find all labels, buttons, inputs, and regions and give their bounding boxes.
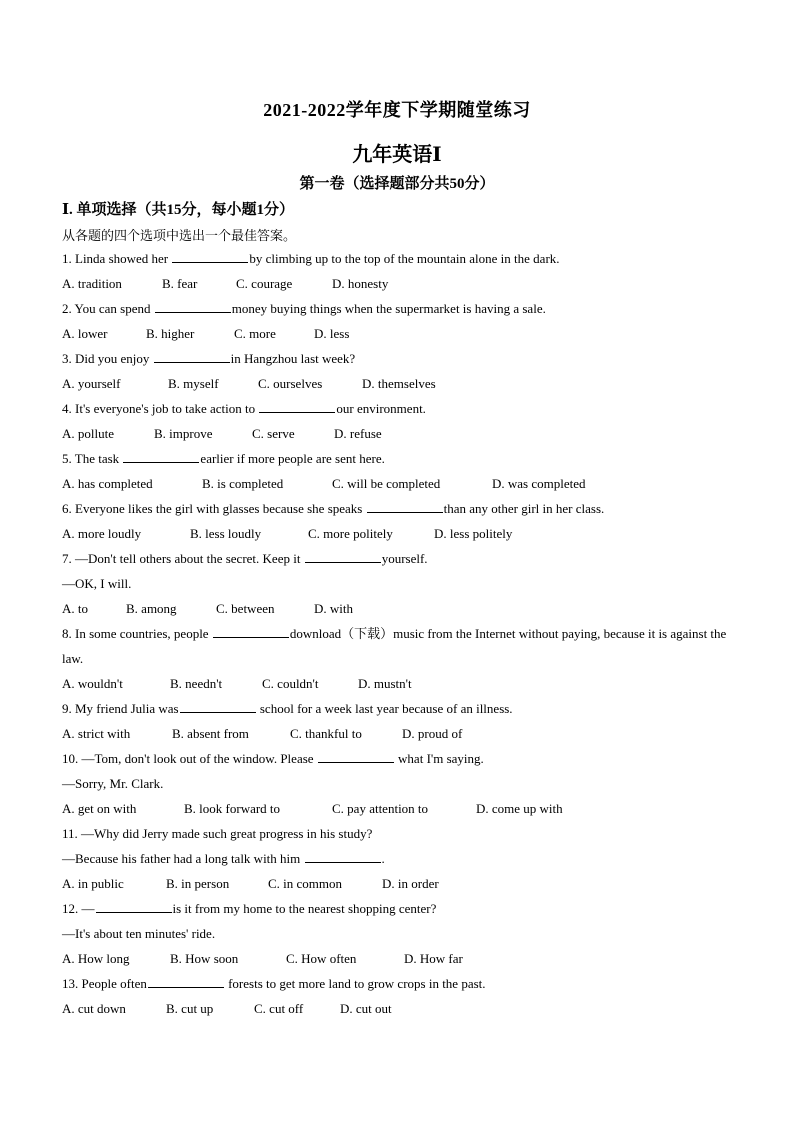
question-list — [62, 246, 734, 1021]
answer-option[interactable]: D. in order — [382, 876, 439, 891]
question-text: 12. — — [62, 901, 95, 916]
dialogue-reply: —Sorry, Mr. Clark. — [62, 776, 164, 791]
question-text: 6. Everyone likes the girl with glasses because she speaks — [62, 501, 366, 516]
question-text: 5. The task — [62, 451, 123, 466]
answer-options — [62, 946, 734, 971]
answer-option[interactable]: C. thankful to — [290, 726, 362, 741]
answer-options — [62, 721, 734, 746]
exam-part: 第一卷（选择题部分共50分） — [299, 176, 495, 192]
answer-blank[interactable] — [305, 548, 381, 563]
question-stem — [62, 546, 734, 571]
question-text: 10. —Tom, don't look out of the window. Please — [62, 751, 317, 766]
answer-options — [62, 321, 734, 346]
section-instruction: 从各题的四个选项中选出一个最佳答案。 — [62, 228, 297, 243]
question-text: 2. You can spend — [62, 301, 154, 316]
answer-option[interactable]: A. strict with — [62, 726, 131, 741]
question-text: . — [381, 851, 385, 866]
answer-option[interactable]: C. How often — [286, 951, 357, 966]
answer-option[interactable]: D. mustn't — [358, 676, 412, 691]
answer-options — [62, 371, 734, 396]
question-stem — [62, 346, 734, 371]
answer-option[interactable]: D. refuse — [334, 426, 382, 441]
question-stem — [62, 896, 734, 921]
question-stem — [62, 971, 734, 996]
answer-option[interactable]: A. to — [62, 601, 88, 616]
question-stem — [62, 396, 734, 421]
answer-option[interactable]: A. How long — [62, 951, 130, 966]
answer-option[interactable]: A. has completed — [62, 476, 153, 491]
answer-option[interactable]: D. with — [314, 601, 353, 616]
answer-options — [62, 671, 734, 696]
answer-option[interactable]: D. honesty — [332, 276, 389, 291]
answer-options — [62, 421, 734, 446]
answer-option[interactable]: A. in public — [62, 876, 124, 891]
answer-option[interactable]: D. less politely — [434, 526, 513, 541]
answer-option[interactable]: D. How far — [404, 951, 463, 966]
answer-option[interactable]: A. yourself — [62, 376, 121, 391]
question-text: 13. People often — [62, 976, 147, 991]
question-text: 7. —Don't tell others about the secret. Keep it — [62, 551, 304, 566]
answer-option[interactable]: B. in person — [166, 876, 230, 891]
answer-option[interactable]: C. cut off — [254, 1001, 304, 1016]
section-heading: Ⅰ. 单项选择（共15分，每小题1分） — [62, 202, 295, 218]
question-text: forests to get more land to grow crops in the past. — [224, 976, 486, 991]
answer-option[interactable]: C. serve — [252, 426, 295, 441]
answer-option[interactable]: A. tradition — [62, 276, 122, 291]
answer-option[interactable]: C. couldn't — [262, 676, 319, 691]
answer-options — [62, 521, 734, 546]
answer-option[interactable]: B. How soon — [170, 951, 239, 966]
question-text: —Because his father had a long talk with him — [62, 851, 304, 866]
question-text: in Hangzhou last week? — [230, 351, 356, 366]
question-stem — [62, 821, 734, 846]
answer-option[interactable]: D. cut out — [340, 1001, 392, 1016]
answer-options — [62, 871, 734, 896]
question-stem — [62, 246, 734, 271]
exam-subject: 九年英语Ⅰ — [352, 144, 442, 166]
answer-option[interactable]: A. wouldn't — [62, 676, 123, 691]
dialogue-reply: —It's about ten minutes' ride. — [62, 926, 216, 941]
answer-blank[interactable] — [154, 348, 230, 363]
question-text: 3. Did you enjoy — [62, 351, 153, 366]
answer-blank[interactable] — [318, 748, 394, 763]
answer-option[interactable]: A. more loudly — [62, 526, 142, 541]
question-text: 4. It's everyone's job to take action to — [62, 401, 259, 416]
answer-option[interactable]: D. was completed — [492, 476, 586, 491]
answer-option[interactable]: B. absent from — [172, 726, 249, 741]
question-text: earlier if more people are sent here. — [200, 451, 385, 466]
question-text: school for a week last year because of an illness. — [256, 701, 513, 716]
answer-option[interactable]: B. needn't — [170, 676, 223, 691]
answer-option[interactable]: B. myself — [168, 376, 219, 391]
answer-option[interactable]: C. more — [234, 326, 276, 341]
exam-title: 2021-2022学年度下学期随堂练习 — [263, 100, 531, 120]
question-stem — [62, 621, 734, 671]
answer-option[interactable]: B. fear — [162, 276, 198, 291]
answer-option[interactable]: B. cut up — [166, 1001, 214, 1016]
answer-option[interactable]: B. look forward to — [184, 801, 281, 816]
question-text: than any other girl in her class. — [443, 501, 605, 516]
answer-option[interactable]: D. less — [314, 326, 350, 341]
answer-blank[interactable] — [180, 698, 256, 713]
question-text: by climbing up to the top of the mountain alone in the dark. — [249, 251, 560, 266]
dialogue-reply — [62, 846, 734, 871]
answer-option[interactable]: B. improve — [154, 426, 213, 441]
answer-options — [62, 796, 734, 821]
answer-option[interactable]: C. in common — [268, 876, 343, 891]
question-stem — [62, 496, 734, 521]
answer-option[interactable]: B. is completed — [202, 476, 284, 491]
answer-option[interactable]: C. between — [216, 601, 275, 616]
question-text: our environment. — [336, 401, 426, 416]
answer-option[interactable]: C. ourselves — [258, 376, 323, 391]
answer-option[interactable]: B. among — [126, 601, 177, 616]
answer-option[interactable]: D. proud of — [402, 726, 463, 741]
answer-blank[interactable] — [259, 398, 335, 413]
dialogue-reply: —OK, I will. — [62, 576, 132, 591]
answer-blank[interactable] — [305, 848, 381, 863]
answer-option[interactable]: A. cut down — [62, 1001, 126, 1016]
answer-blank[interactable] — [155, 298, 231, 313]
answer-options — [62, 471, 734, 496]
answer-option[interactable]: B. less loudly — [190, 526, 262, 541]
answer-option[interactable]: A. lower — [62, 326, 108, 341]
question-text: 1. Linda showed her — [62, 251, 172, 266]
question-stem — [62, 746, 734, 771]
answer-blank[interactable] — [123, 448, 199, 463]
question-text: yourself. — [381, 551, 428, 566]
answer-blank[interactable] — [96, 898, 172, 913]
answer-options — [62, 271, 734, 296]
answer-option[interactable]: B. higher — [146, 326, 195, 341]
answer-option[interactable]: A. pollute — [62, 426, 114, 441]
answer-options — [62, 996, 734, 1021]
question-text: download（下载）music from the Internet without paying, because it is against the law. — [62, 626, 727, 666]
answer-option[interactable]: C. pay attention to — [332, 801, 429, 816]
question-text: money buying things when the supermarket is having a sale. — [231, 301, 546, 316]
answer-blank[interactable] — [367, 498, 443, 513]
answer-option[interactable]: C. more politely — [308, 526, 393, 541]
answer-blank[interactable] — [148, 973, 224, 988]
answer-options — [62, 596, 734, 621]
question-text: 8. In some countries, people — [62, 626, 212, 641]
answer-option[interactable]: C. will be completed — [332, 476, 441, 491]
answer-option[interactable]: D. come up with — [476, 801, 563, 816]
answer-blank[interactable] — [172, 248, 248, 263]
question-stem — [62, 296, 734, 321]
answer-option[interactable]: C. courage — [236, 276, 293, 291]
question-text: 11. —Why did Jerry made such great progress in his study? — [62, 826, 373, 841]
answer-blank[interactable] — [213, 623, 289, 638]
question-stem — [62, 696, 734, 721]
question-stem — [62, 446, 734, 471]
answer-option[interactable]: A. get on with — [62, 801, 137, 816]
question-text: is it from my home to the nearest shopping center? — [172, 901, 437, 916]
question-text: 9. My friend Julia was — [62, 701, 179, 716]
answer-option[interactable]: D. themselves — [362, 376, 436, 391]
question-text: what I'm saying. — [394, 751, 484, 766]
